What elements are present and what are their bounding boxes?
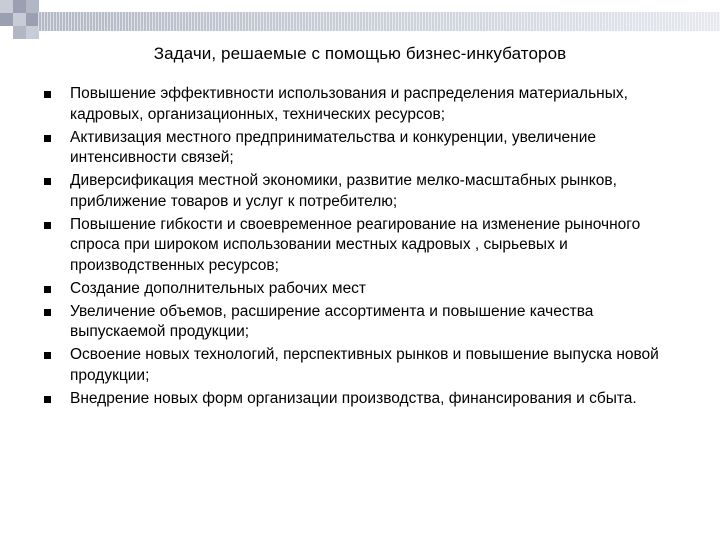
- decor-square: [13, 26, 26, 39]
- square-bullet-icon: [44, 309, 51, 316]
- square-bullet-icon: [44, 352, 51, 359]
- decor-gradient-bar: [38, 12, 720, 31]
- list-item: [44, 279, 684, 300]
- decor-square: [13, 13, 26, 26]
- list-item: [44, 84, 684, 125]
- list-item: [44, 215, 684, 277]
- square-bullet-icon: [44, 222, 51, 229]
- list-item: [44, 128, 684, 169]
- list-item: [44, 389, 684, 410]
- square-bullet-icon: [44, 135, 51, 142]
- list-item: [44, 171, 684, 212]
- decor-square: [0, 13, 13, 26]
- list-item-text: Создание дополнительных рабочих мест: [70, 279, 367, 297]
- square-bullet-icon: [44, 178, 51, 185]
- decor-square: [0, 0, 13, 13]
- list-item-text: Увеличение объемов, расширение ассортимента и повышение качества выпускаемой продукции;: [70, 302, 594, 340]
- list-item-text: Освоение новых технологий, перспективных рынков и повышение выпуска новой продукции;: [70, 346, 659, 384]
- list-item-text: Повышение гибкости и своевременное реагирование на изменение рыночного спроса при широком использовании местных кадровых , сырьевых и производственных ресурсов;: [70, 215, 641, 274]
- task-list: [44, 84, 684, 412]
- list-item-text: Повышение эффективности использования и распределения материальных, кадровых, организационных, технических ресурсов;: [70, 85, 628, 123]
- square-bullet-icon: [44, 91, 51, 98]
- decor-square: [13, 0, 26, 13]
- list-item: [44, 345, 684, 386]
- slide-title: Задачи, решаемые с помощью бизнес-инкубаторов: [153, 44, 567, 63]
- list-item-text: Активизация местного предпринимательства и конкуренции, увеличение интенсивности связей;: [70, 128, 596, 166]
- list-item: [44, 302, 684, 343]
- square-bullet-icon: [44, 286, 51, 293]
- list-item-text: Диверсификация местной экономики, развитие мелко-масштабных рынков, приближение товаров и услуг к потребителю;: [70, 172, 617, 210]
- list-item-text: Внедрение новых форм организации производства, финансирования и сбыта.: [70, 389, 637, 407]
- square-bullet-icon: [44, 396, 51, 403]
